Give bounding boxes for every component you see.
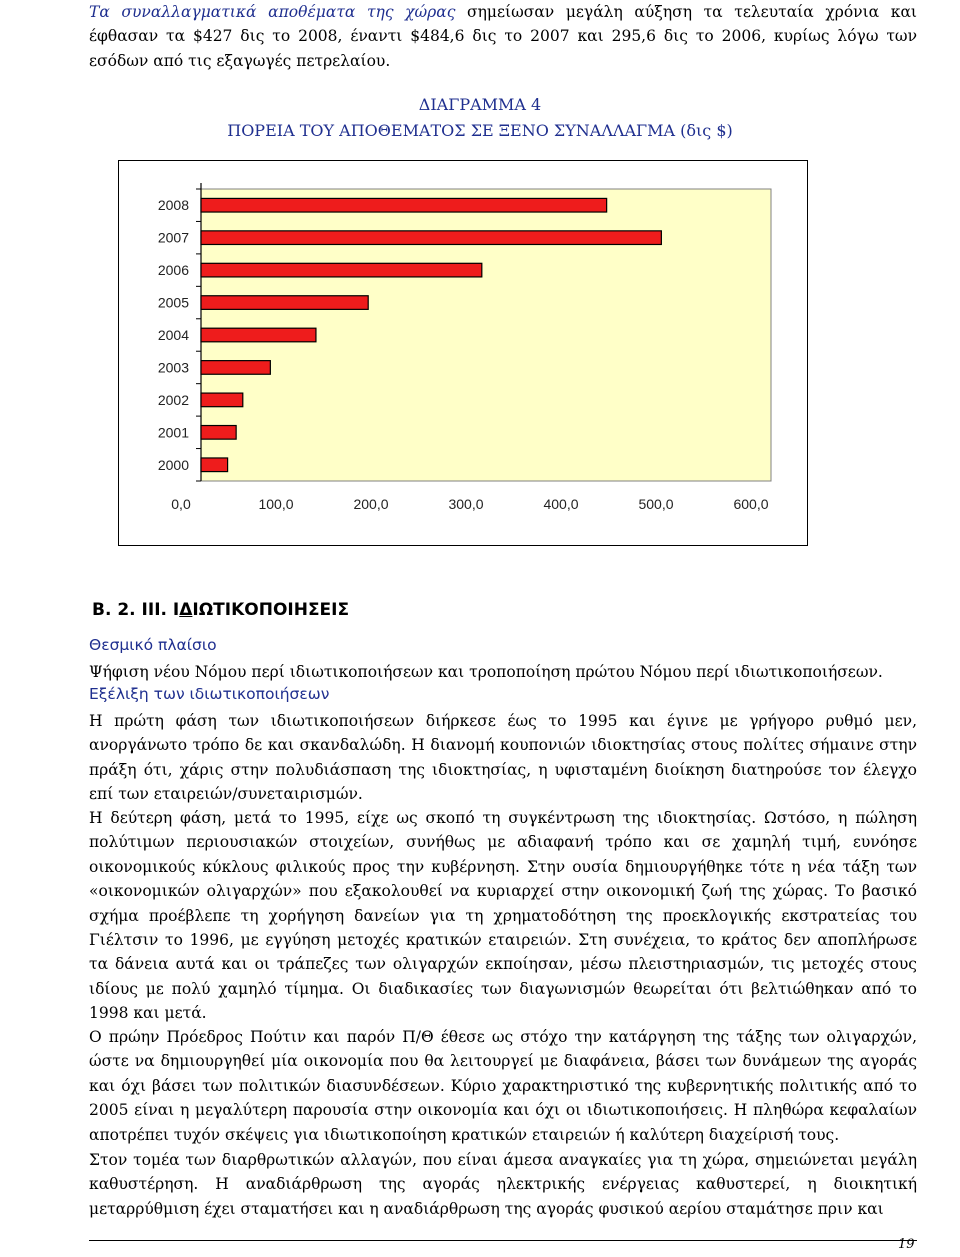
x-tick-label: 500,0 (638, 496, 674, 512)
framework-text: Ψήφιση νέου Νόμου περί ιδιωτικοποιήσεων και τροποποίηση πρώτου Νόμου περί ιδιωτικοποιήσεων. (89, 663, 883, 681)
intro-text: σημείωσαν μεγάλη αύξηση τα τελευταία χρόνια και έφθασαν τα $427 δις το 2008, έναντι $484,6 δις το 2007 και 295,6 δις το 2006, κυρίως λόγω των εσόδων από τις εξαγωγές πετρελαίου. (89, 3, 917, 70)
bar-2005 (201, 296, 368, 310)
footer-rule (89, 1240, 917, 1241)
bar-2000 (201, 458, 228, 472)
y-tick-label-2006: 2006 (157, 262, 189, 279)
section-title-prefix: Β. 2. ΙΙΙ. Ι (92, 600, 180, 620)
bar-2003 (201, 361, 270, 375)
x-tick-label: 100,0 (258, 496, 294, 512)
bar-2004 (201, 328, 316, 342)
chart-frame (118, 160, 808, 546)
y-tick-label-2007: 2007 (157, 229, 189, 246)
bar-2002 (201, 393, 243, 407)
figure-number: ΔΙΑΓΡΑΜΜΑ 4 (418, 95, 542, 114)
y-tick-label-2002: 2002 (157, 391, 189, 408)
bar-2001 (201, 426, 236, 440)
evolution-paragraph-4: Στον τομέα των διαρθρωτικών αλλαγών, που είναι άμεσα αναγκαίες για τη χώρα, σημειώνεται μεγάλη καθυστέρηση. Η αναδιάρθρωση της αγοράς ηλεκτρικής ενέργειας καθυστερεί, η διοικητική μεταρρύθμιση έχει σταματήσει και η αναδιάρθρωση της αγοράς φυσικού αερίου σταμάτησε πριν και (89, 1151, 917, 1218)
x-tick-label: 600,0 (733, 496, 769, 512)
x-tick-label: 0,0 (171, 496, 191, 512)
x-tick-label: 200,0 (353, 496, 389, 512)
evolution-paragraph-1: Η πρώτη φάση των ιδιωτικοποιήσεων διήρκεσε έως το 1995 και έγινε με γρήγορο ρυθμό μεν, ανοργάνωτο τρόπο δε και σκανδαλώδη. Η διανομή κουπονιών ιδιοκτησίας στους πολίτες σήμαινε στην πράξη ότι, χάρις στην πολυδιάσπαση της ιδιοκτησίας, η υφισταμένη διοίκηση διατηρούσε τον έλεγχο επί των εταιρειών/συνεταιρισμών. (89, 712, 917, 804)
intro-highlight: Τα συναλλαγματικά αποθέματα της χώρας (89, 3, 456, 21)
bar-2006 (201, 263, 482, 277)
y-tick-label-2008: 2008 (157, 197, 189, 214)
y-tick-label-2005: 2005 (157, 294, 189, 311)
evolution-paragraph-2: Η δεύτερη φάση, μετά το 1995, είχε ως σκοπό τη συγκέντρωση της ιδιοκτησίας. Ωστόσο, η πώληση πολύτιμων περιουσιακών στοιχείων, συνήθως με αδιαφανή τρόπο και σε χαμηλή τιμή, ευνόησε οικονομικούς κύκλους φιλικούς προς την κυβέρνηση. Στην ουσία δημιουργήθηκε τότε η νέα τάξη των «οικονομικών ολιγαρχών» που εξακολουθεί να κυριαρχεί στην οικονομική ζωή της χώρας. Το βασικό σχήμα προέβλεπε τη χορήγηση δανείων για τη χρηματοδότηση της προεκλογικής εκστρατείας του Γιέλτσιν το 1996, με εγγύηση μετοχές κρατικών εταιρειών. Στη συνέχεια, το κράτος δεν αποπλήρωσε τα δάνεια αυτά και οι τράπεζες των ολιγαρχών εκποίησαν, μέσω πλειστηριασμών, τις μετοχές στους ιδίους με πολύ χαμηλό τίμημα. Οι διαδικασίες των διαγωνισμών θεωρείται ότι βελτιώθηκαν από το 1998 και μετά. (89, 809, 917, 1023)
bar-2007 (201, 231, 661, 245)
figure-title: ΠΟΡΕΙΑ ΤΟΥ ΑΠΟΘΕΜΑΤΟΣ ΣΕ ΞΕΝΟ ΣΥΝΑΛΛΑΓΜΑ (δις $) (227, 121, 733, 140)
section-title-underlined: Δ (179, 600, 193, 620)
bar-2008 (201, 198, 607, 212)
x-tick-label: 300,0 (448, 496, 484, 512)
evolution-heading: Εξέλιξη των ιδιωτικοποιήσεων (89, 685, 330, 703)
framework-heading: Θεσμικό πλαίσιο (89, 636, 217, 654)
intro-paragraph (89, 0, 917, 73)
y-tick-label-2000: 2000 (157, 456, 189, 473)
bar-chart (119, 161, 809, 547)
evolution-paragraph-3: Ο πρώην Πρόεδρος Πούτιν και παρόν Π/Θ έθεσε ως στόχο την κατάργηση της τάξης των ολιγαρχών, ώστε να δημιουργηθεί μία οικονομία που θα λειτουργεί με διαφάνεια, βάσει των δυνάμεων της αγοράς και όχι βάσει των πολιτικών διασυνδέσεων. Κύριο χαρακτηριστικό της κυβερνητικής πολιτικής από το 2005 είναι η μεγαλύτερη παρουσία στην οικονομία και όχι οι ιδιωτικοποιήσεις. Η πληθώρα κεφαλαίων αποτρέπει τυχόν σκέψεις για ιδιωτικοποίηση κρατικών εταιρειών ή καλύτερη διαχείρισή τους. (89, 1028, 917, 1144)
section-title (92, 600, 349, 620)
page-number: 19 (898, 1237, 915, 1252)
section-title-suffix: ΙΩΤΙΚΟΠΟΙΗΣΕΙΣ (192, 600, 350, 620)
x-tick-label: 400,0 (543, 496, 579, 512)
y-tick-label-2004: 2004 (157, 327, 189, 343)
y-tick-label-2003: 2003 (157, 359, 189, 376)
y-tick-label-2001: 2001 (157, 424, 189, 441)
